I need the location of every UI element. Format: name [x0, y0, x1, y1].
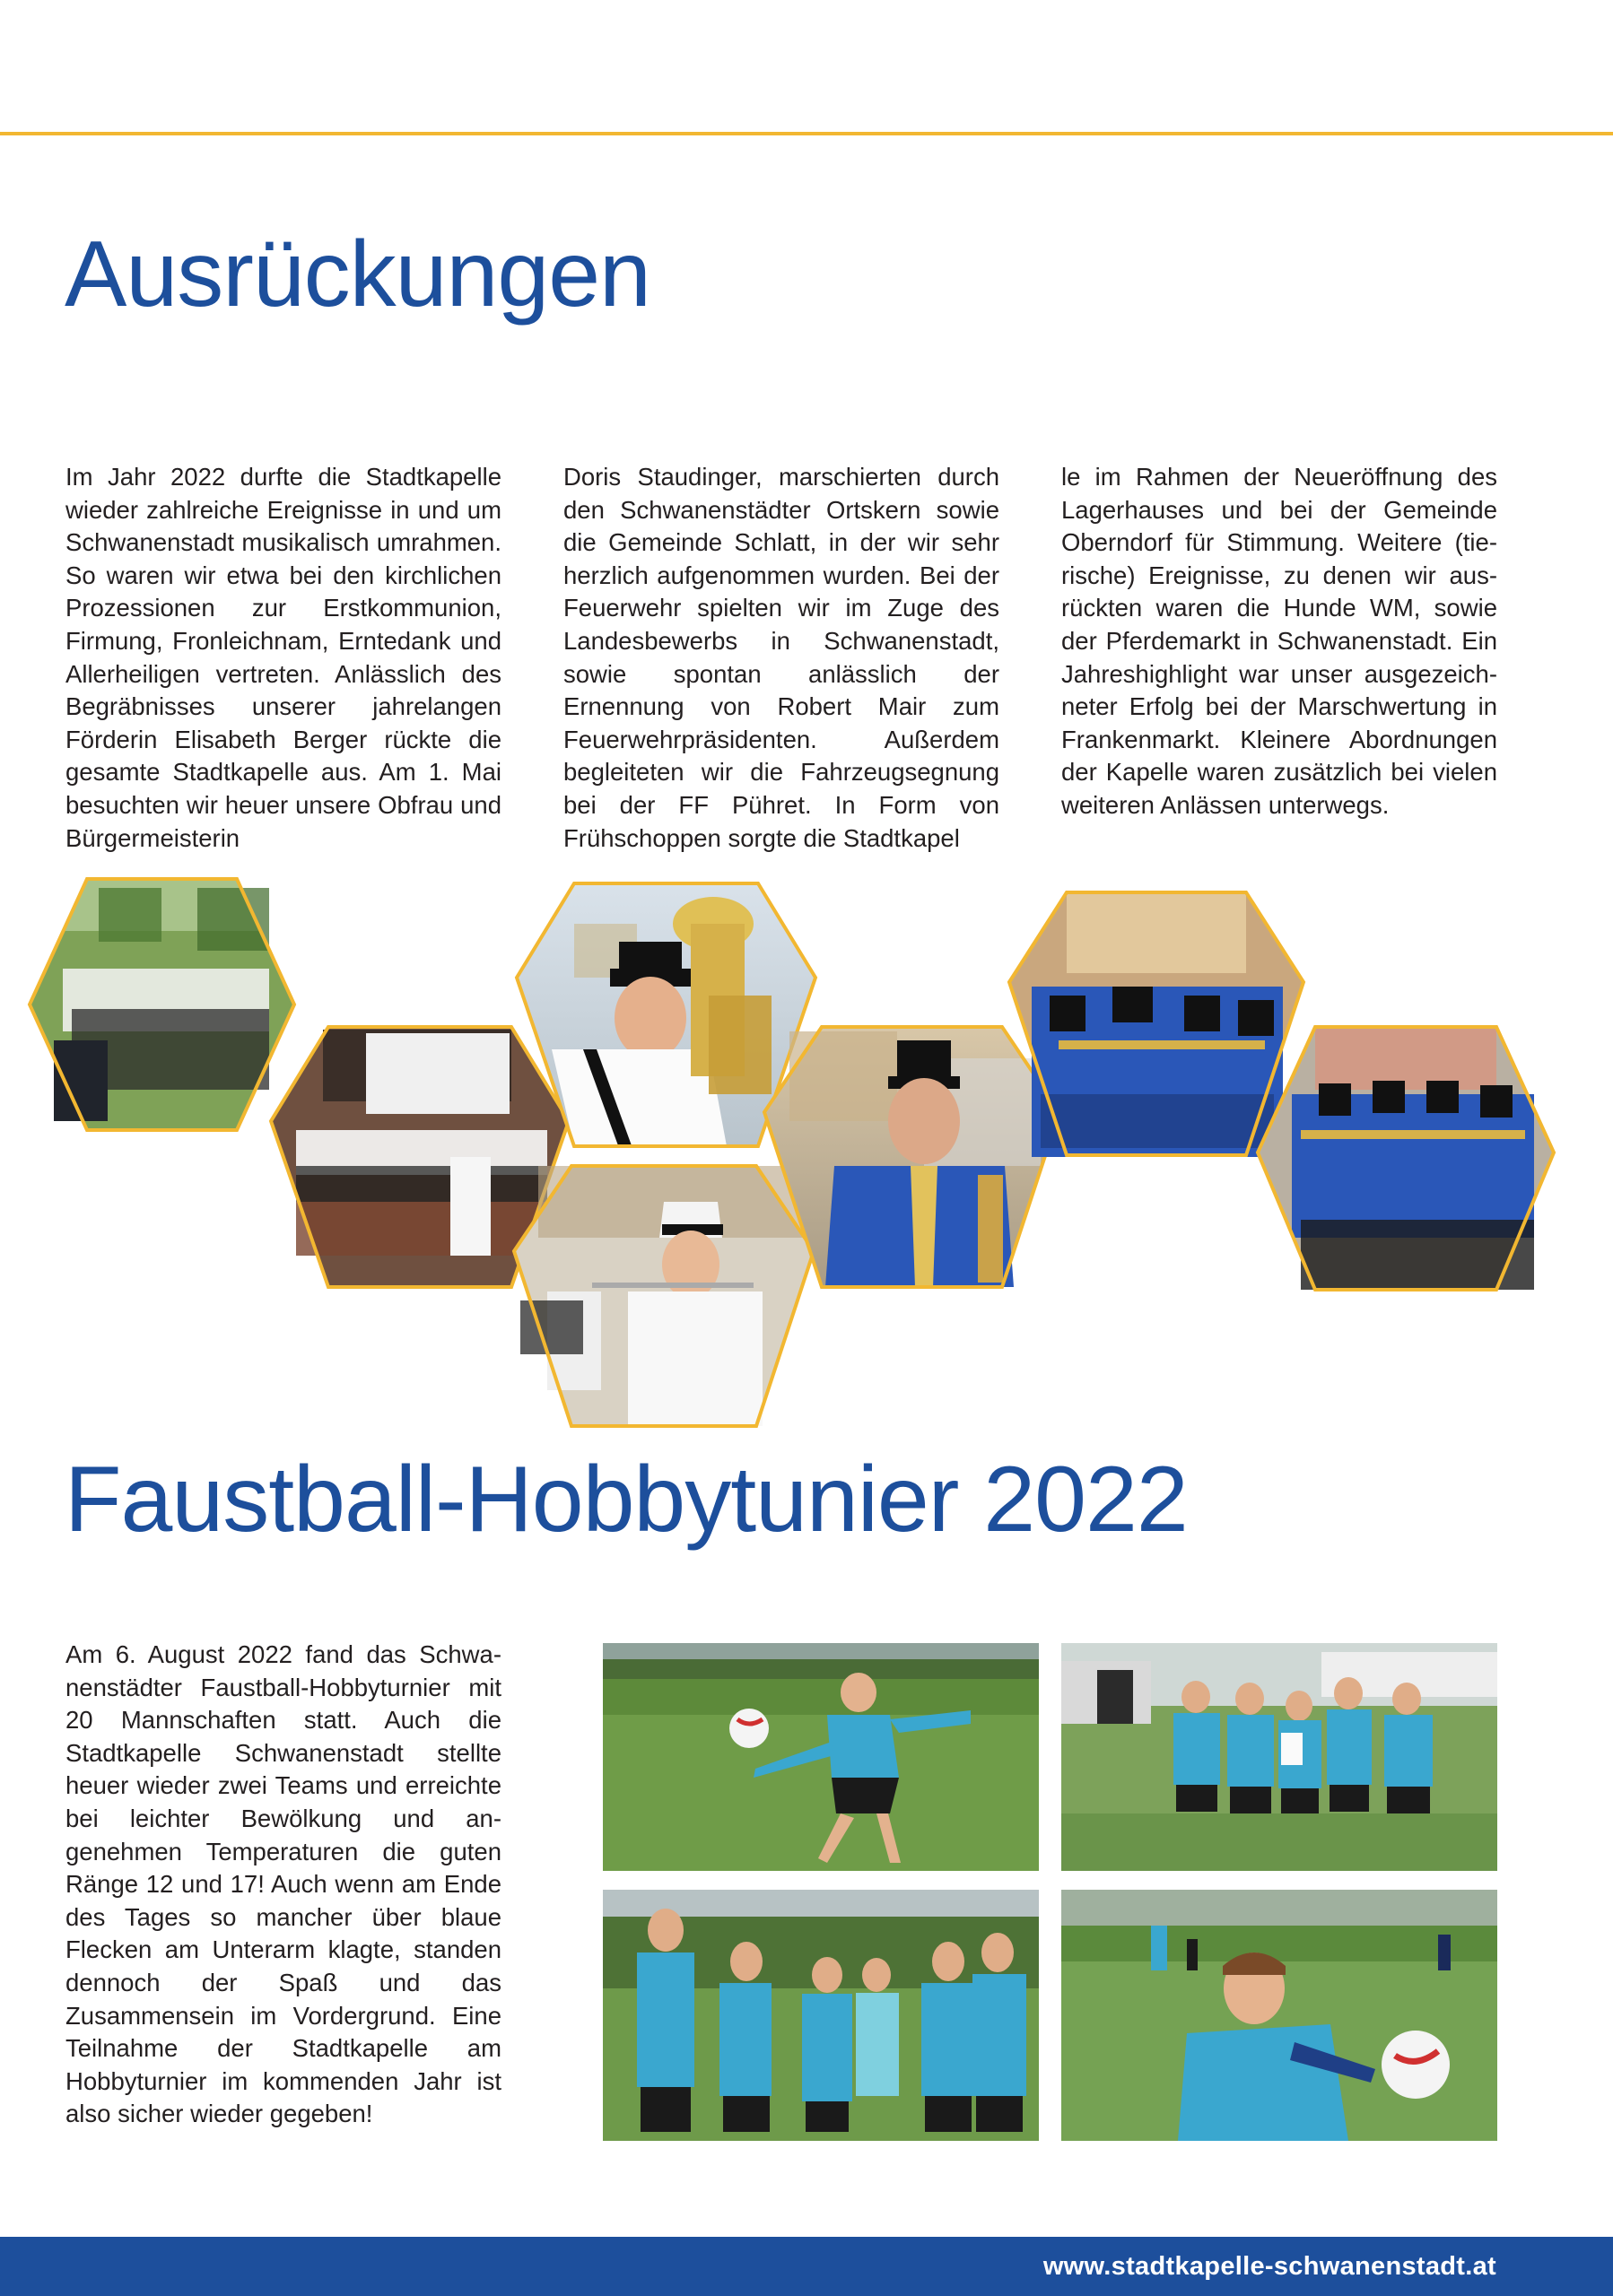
photo-faustball-team-award: [1061, 1643, 1497, 1871]
photo-faustball-player-kick: [603, 1643, 1039, 1871]
section-title-ausrueckungen: Ausrückungen: [65, 222, 650, 326]
hex-photo-marching-group: [1258, 1027, 1554, 1290]
text-column-1: [65, 461, 501, 855]
hex-photo-outdoor-concert: [30, 879, 294, 1130]
footer-bar: [0, 2237, 1613, 2296]
section-title-faustball: Faustball-Hobbytunier 2022: [65, 1448, 1188, 1552]
hex-photo-saxophone-player: [764, 1027, 1059, 1287]
text-column-faustball: [65, 1639, 501, 2131]
photo-faustball-team-group: [603, 1890, 1039, 2141]
hexagon-photo-collage: [0, 861, 1613, 1435]
paragraph: Am 6. August 2022 fand das Schwanenstädter Faustball-Hobbyturnier mit 20 Mannschaften statt. Auch die Stadtkapelle Schwanenstadt stellte heuer wieder zwei Teams und erreichte bei leichter Bewölkung und angenehmen Temperaturen die guten Ränge 12 und 17! Auch wenn am Ende des Tages so mancher über blaue Flecken am Unterarm klagte, standen dennoch der Spaß und das Zusammensein im Vordergrund. Eine Teilnahme der Stadtkapelle am Hobbyturnier im kommenden Jahr ist also sicher wieder gegeben!: [65, 1640, 501, 2128]
paragraph: Doris Staudinger, marschierten durch den Schwanenstädter Ortskern sowie die Gemeinde Schlatt, in der wir sehr herzlich aufgenommen wurden. Bei der Feuerwehr spielten wir im Zuge des Landesbewerbs in Schwanenstadt, sowie spontan anlässlich der Ernennung von Robert Mair zum Feuerwehrpräsidenten. Außerdem begleiteten wir die Fahrzeugsegnung bei der FF Pühret. In Form von Frühschoppen sorgte die Stadtkapel: [563, 463, 999, 852]
hex-photo-marching-band: [1009, 892, 1303, 1157]
text-column-3: [1061, 461, 1497, 822]
paragraph: le im Rahmen der Neueröffnung des Lagerhauses und bei der Gemeinde Oberndorf für Stimmung. Weitere (tierische) Ereignisse, zu denen wir ausrückten waren die Hunde WM, sowie der Pferdemarkt in Schwanenstadt. Ein Jahreshighlight war unser ausgezeichneter Erfolg bei der Marschwertung in Frankenmarkt. Kleinere Abordnungen der Kapelle waren zusätzlich bei vielen weiteren Anlässen unterwegs.: [1061, 463, 1497, 819]
text-column-2: [563, 461, 999, 855]
hex-photo-flute-player: [514, 1166, 814, 1426]
top-accent-rule: [0, 132, 1613, 135]
footer-website-link[interactable]: www.stadtkapelle-schwanenstadt.at: [1042, 2252, 1496, 2281]
paragraph: Im Jahr 2022 durfte die Stadtkapelle wieder zahlreiche Ereignisse in und um Schwanenstadt musikalisch umrahmen. So waren wir etwa bei den kirchlichen Prozessionen zur Erstkommunion, Firmung, Fronleichnam, Erntedank und Allerheiligen vertreten. Anlässlich des Begräbnisses unserer jahrelangen Förderin Elisabeth Berger rückte die gesamte Stadtkapelle aus. Am 1. Mai besuchten wir heuer unsere Obfrau und Bürgermeisterin: [65, 463, 501, 852]
photo-faustball-player-ball: [1061, 1890, 1497, 2141]
